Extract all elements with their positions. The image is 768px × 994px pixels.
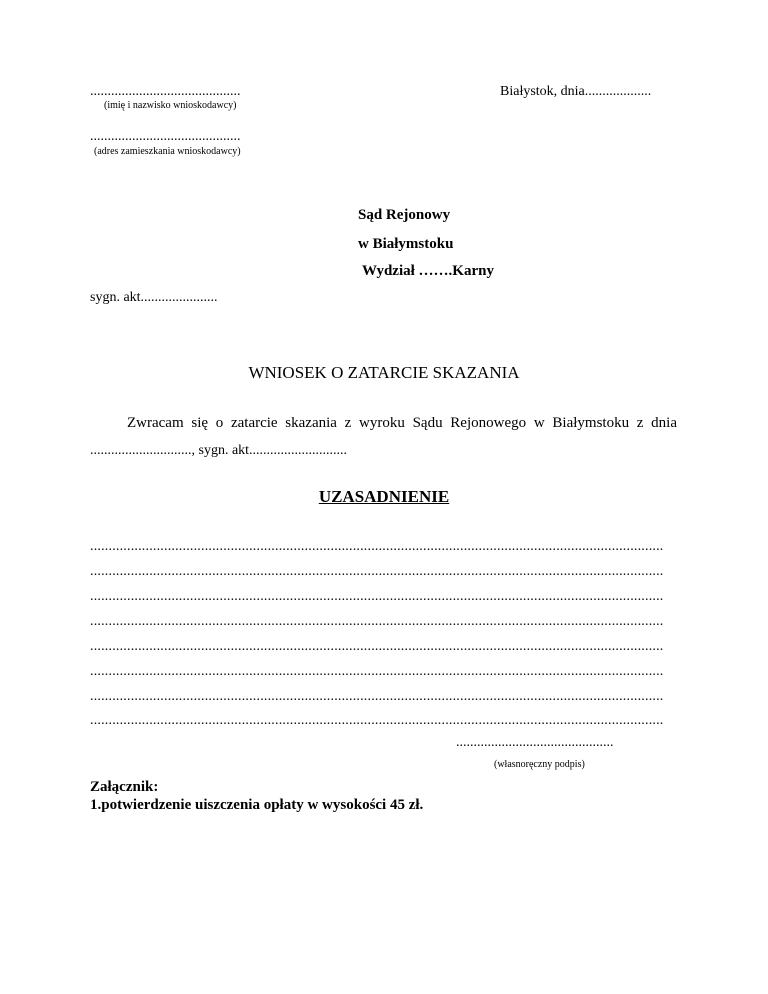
attachment-item: 1.potwierdzenie uiszczenia opłaty w wysokości 45 zł. bbox=[90, 797, 424, 813]
justification-line: ........................................................................................................................................................... bbox=[90, 689, 664, 704]
applicant-name-caption: (imię i nazwisko wnioskodawcy) bbox=[104, 100, 237, 111]
request-line-1: Zwracam się o zatarcie skazania z wyroku Sądu Rejonowego w Białymstoku z dnia bbox=[127, 415, 677, 431]
justification-line: ........................................................................................................................................................... bbox=[90, 639, 664, 654]
court-name: Sąd Rejonowy bbox=[358, 207, 451, 223]
court-city: w Białymstoku bbox=[358, 236, 454, 252]
case-number: sygn. akt...................... bbox=[90, 290, 218, 305]
applicant-name-line: ........................................... bbox=[90, 84, 241, 99]
justification-line: ........................................................................................................................................................... bbox=[90, 713, 664, 728]
request-line-2: ............................., sygn. akt............................ bbox=[90, 443, 348, 458]
signature-line: ............................................. bbox=[456, 735, 614, 750]
justification-line: ........................................................................................................................................................... bbox=[90, 614, 664, 629]
justification-line: ........................................................................................................................................................... bbox=[90, 564, 664, 579]
justification-line: ........................................................................................................................................................... bbox=[90, 589, 664, 604]
justification-heading: UZASADNIENIE bbox=[318, 487, 450, 506]
justification-line: ........................................................................................................................................................... bbox=[90, 664, 664, 679]
signature-caption: (własnoręczny podpis) bbox=[494, 759, 585, 770]
place-date: Białystok, dnia................... bbox=[500, 84, 652, 99]
attachments-heading: Załącznik: bbox=[90, 779, 159, 795]
applicant-address-caption: (adres zamieszkania wnioskodawcy) bbox=[94, 146, 241, 157]
applicant-address-line: ........................................... bbox=[90, 129, 241, 144]
document-title: WNIOSEK O ZATARCIE SKAZANIA bbox=[248, 363, 520, 382]
court-division: Wydział …….Karny bbox=[362, 263, 494, 279]
justification-line: ........................................................................................................................................................... bbox=[90, 539, 664, 554]
